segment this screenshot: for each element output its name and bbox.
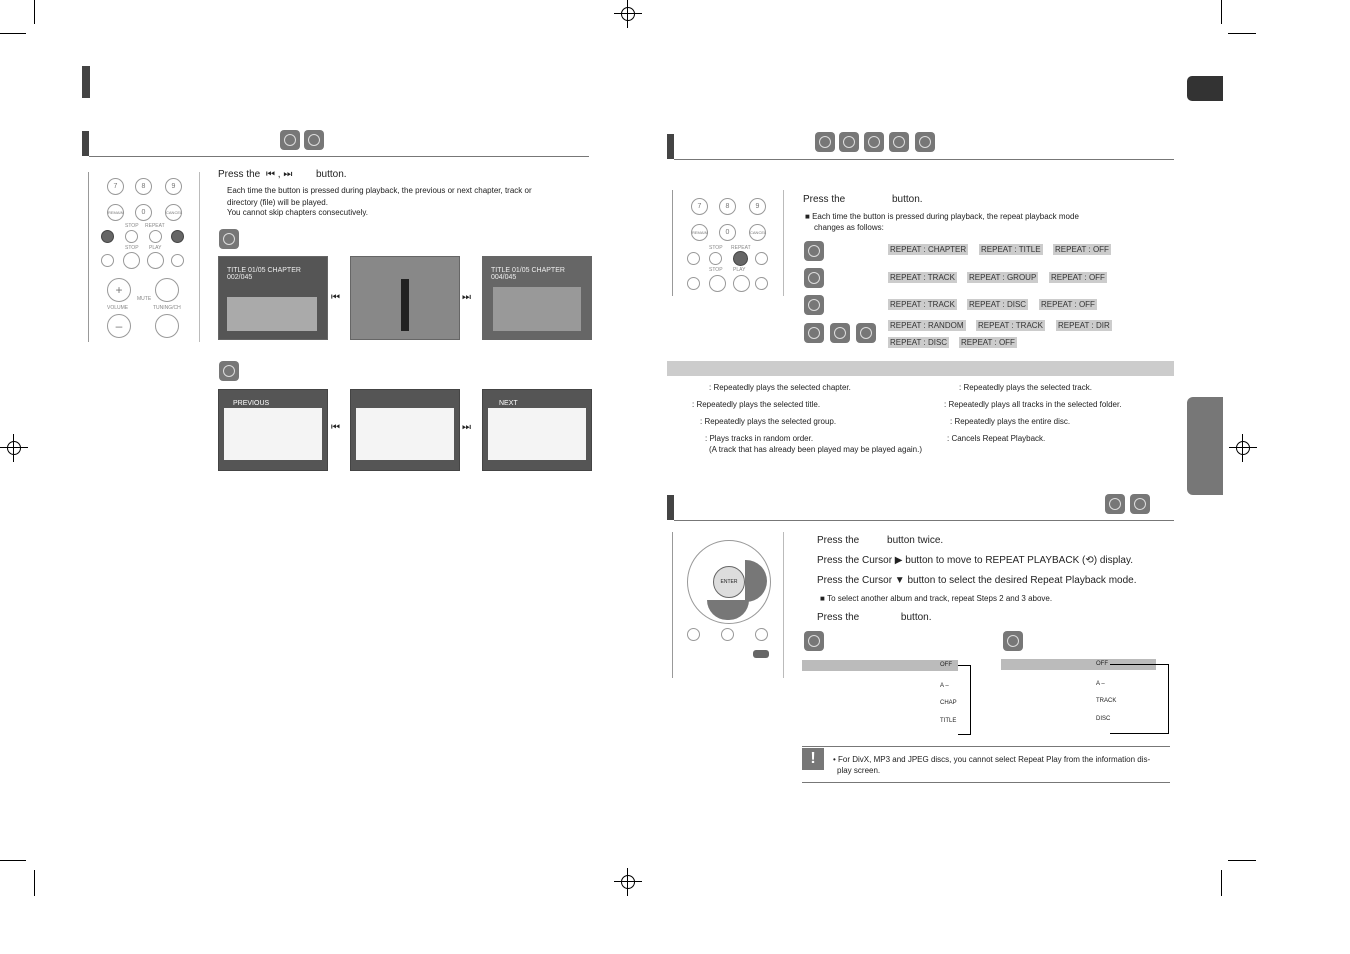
stop-label-2: STOP (125, 245, 139, 251)
repeat-track-tag: REPEAT : TRACK (890, 273, 955, 282)
osd-chap: CHAP (940, 700, 957, 706)
key-cancel: CANCEL (749, 224, 766, 241)
play-label: PLAY (149, 245, 162, 251)
osd-ab: A – (940, 683, 949, 689)
jpeg-icon (830, 323, 850, 343)
page-tab (1187, 76, 1223, 101)
key-7: 7 (107, 178, 124, 195)
substep: ■ To select another album and track, repeat Steps 2 and 3 above. (820, 594, 1053, 603)
volume-label: VOLUME (107, 305, 129, 311)
osd-disc: DISC (1096, 716, 1111, 722)
repeat-disc-tag: REPEAT : DISC (890, 338, 948, 347)
screen-mp3-next (482, 389, 592, 471)
section-rule (89, 156, 589, 157)
next-skip-button (171, 230, 184, 243)
desc-dir: : Repeatedly plays all tracks in the selected folder. (944, 400, 1122, 409)
tuning-down-button (155, 314, 179, 338)
menu-panel (488, 408, 586, 460)
desc-title: : Repeatedly plays the selected title. (692, 400, 821, 409)
loop-line (1110, 664, 1169, 734)
vcd-icon (804, 268, 824, 288)
dvd-icon (804, 631, 824, 651)
key-9: 9 (165, 178, 182, 195)
repeat-track-tag: REPEAT : TRACK (978, 321, 1043, 330)
next-label: NEXT (499, 400, 518, 407)
step-3: Press the Cursor ▼ button to select the desired Repeat Playback mode. (817, 575, 1137, 586)
enter-label: ENTER (720, 579, 738, 585)
key-8: 8 (135, 178, 152, 195)
osd-ab: A – (1096, 681, 1105, 687)
repeat-label: REPEAT (731, 245, 751, 251)
key-8: 8 (719, 198, 736, 215)
crop-mark (0, 33, 26, 34)
repeat-chapter-tag: REPEAT : CHAPTER (890, 245, 967, 254)
repeat-off-tag: REPEAT : OFF (1055, 245, 1109, 254)
osd-track: TRACK (1096, 698, 1117, 704)
repeat-off-tag: REPEAT : OFF (1051, 273, 1105, 282)
screen-scene (227, 297, 317, 331)
play-pause-button (147, 252, 164, 269)
remote-illustration (672, 190, 784, 296)
key-7: 7 (691, 198, 708, 215)
desc-chapter: : Repeatedly plays the selected chapter. (709, 383, 851, 392)
disc-icon (864, 132, 884, 152)
prev-skip-button (687, 252, 700, 265)
prev-label: PREVIOUS (233, 400, 270, 407)
press-skip-before: Press the (218, 169, 261, 180)
section-marker (667, 134, 674, 159)
stop-square-button (123, 252, 140, 269)
caution-rule-top (802, 746, 1170, 747)
press-repeat-before: Press the (803, 194, 846, 205)
repeat-random-tag: REPEAT : RANDOM (890, 321, 964, 330)
description-header-bar (667, 361, 1174, 376)
desc-off: : Cancels Repeat Playback. (947, 434, 1046, 443)
mp3-icon (804, 323, 824, 343)
repeat-note-2: changes as follows: (814, 223, 884, 232)
section-rule (674, 159, 1174, 160)
rewind-button (101, 254, 114, 267)
repeat-off-tag: REPEAT : OFF (1041, 300, 1095, 309)
rewind-button (687, 277, 700, 290)
disc-icon (304, 130, 324, 150)
crop-mark (1228, 33, 1256, 34)
caution-icon: ! (802, 748, 824, 770)
registration-mark (0, 434, 28, 462)
repeat-track-tag: REPEAT : TRACK (890, 300, 955, 309)
prev-skip-button (101, 230, 114, 243)
section-marker (82, 131, 89, 156)
screen-caption: TITLE 01/05 CHAPTER 002/045 (227, 267, 301, 281)
screen-scene (493, 287, 581, 331)
screen-dvd-next (482, 256, 592, 340)
side-tab (1187, 397, 1223, 495)
prev-arrow-icon: ⏮ (331, 292, 340, 303)
section-rule (674, 520, 1174, 521)
prev-arrow-icon: ⏮ (331, 422, 340, 433)
mute-label: MUTE (137, 296, 152, 302)
cd-icon (1130, 494, 1150, 514)
press-repeat-after: button. (892, 194, 923, 205)
screen-mp3-current (350, 389, 460, 471)
chapter-marker (82, 66, 90, 98)
repeat-note-text: Each time the button is pressed during playback, the repeat playback mode (812, 212, 1079, 221)
key-9: 9 (749, 198, 766, 215)
volume-down-button: – (107, 314, 131, 338)
repeat-group-tag: REPEAT : GROUP (969, 273, 1037, 282)
desc-group: : Repeatedly plays the selected group. (700, 417, 837, 426)
cd-icon (804, 295, 824, 315)
stop-square-button (709, 275, 726, 292)
registration-mark (614, 0, 642, 28)
loop-line (958, 665, 971, 735)
skip-note-2: directory (file) will be played. (227, 198, 328, 207)
osd-off: OFF (1096, 661, 1108, 667)
dvd-info-bar (802, 660, 958, 671)
key-0: 0 (719, 224, 736, 241)
stop-label-2: STOP (709, 267, 723, 273)
menu-button (687, 628, 700, 641)
crop-mark (34, 0, 35, 24)
skip-note-1: Each time the button is pressed during playback, the previous or next chapter, track or (227, 186, 532, 195)
substep-text: To select another album and track, repeat Steps 2 and 3 above. (827, 594, 1053, 603)
divx-icon (856, 323, 876, 343)
volume-up-button: + (107, 278, 131, 302)
step-2: Press the Cursor ▶ button to move to REPEAT PLAYBACK (⟲) display. (817, 555, 1134, 566)
disc-icon (280, 130, 300, 150)
menu-panel (224, 408, 322, 460)
repeat-title-tag: REPEAT : TITLE (981, 245, 1041, 254)
remote-navigation-illustration (672, 532, 784, 678)
step-1: Press the button twice. (817, 535, 944, 546)
repeat-button (733, 251, 748, 266)
screen-caption: TITLE 01/05 CHAPTER 004/045 (491, 267, 565, 281)
step-4: Press the button. (817, 612, 932, 623)
disc-icon (839, 132, 859, 152)
caution-line-1: • For DivX, MP3 and JPEG discs, you cannot select Repeat Play from the information dis- (833, 755, 1151, 764)
crop-mark (1221, 0, 1222, 24)
key-remain: REMAIN (691, 224, 708, 241)
key-cancel: CANCEL (165, 204, 182, 221)
registration-mark (1229, 434, 1257, 462)
desc-random: : Plays tracks in random order. (705, 434, 814, 443)
section-marker (667, 495, 674, 520)
crop-mark (1228, 860, 1256, 861)
dvd-icon (1105, 494, 1125, 514)
exit-button (755, 628, 768, 641)
play-label: PLAY (733, 267, 746, 273)
screen-dvd-current (350, 256, 460, 340)
key-remain: REMAIN (107, 204, 124, 221)
next-skip-button (755, 252, 768, 265)
repeat-note-1: ■ Each time the button is pressed during playback, the repeat playback mode (805, 212, 1079, 221)
mp3-icon (219, 361, 239, 381)
tuning-label: TUNING/CH (153, 305, 181, 311)
next-arrow-icon: ⏭ (462, 422, 471, 433)
crop-mark (1221, 870, 1222, 896)
disc-icon (915, 132, 935, 152)
osd-off: OFF (940, 662, 952, 668)
caution-rule-bottom (802, 782, 1170, 783)
enter-button (713, 566, 745, 598)
crop-mark (34, 870, 35, 896)
stop-label: STOP (125, 223, 139, 229)
disc-icon (889, 132, 909, 152)
remote-illustration (88, 172, 200, 342)
press-skip-after: button. (316, 169, 347, 180)
play-pause-button (733, 275, 750, 292)
stop-button (709, 252, 722, 265)
screen-dvd-prev (218, 256, 328, 340)
forward-button (755, 277, 768, 290)
osd-title: TITLE (940, 718, 957, 724)
desc-random-note: (A track that has already been played may be played again.) (709, 445, 923, 454)
screen-scene (401, 279, 409, 331)
stop-button (125, 230, 138, 243)
registration-mark (614, 868, 642, 896)
dvd-icon (804, 241, 824, 261)
forward-button (171, 254, 184, 267)
skip-icons: ⏮ , ⏭ (266, 169, 293, 180)
skip-note-3: You cannot skip chapters consecutively. (227, 208, 368, 217)
key-0: 0 (135, 204, 152, 221)
info-button (753, 650, 769, 658)
repeat-label: REPEAT (145, 223, 165, 229)
caution-line-2: play screen. (837, 766, 881, 775)
stop-label: STOP (709, 245, 723, 251)
desc-disc: : Repeatedly plays the entire disc. (950, 417, 1071, 426)
repeat-disc-tag: REPEAT : DISC (969, 300, 1027, 309)
return-button (721, 628, 734, 641)
repeat-off-tag: REPEAT : OFF (961, 338, 1015, 347)
repeat-button (149, 230, 162, 243)
repeat-dir-tag: REPEAT : DIR (1058, 321, 1110, 330)
menu-panel (356, 408, 454, 460)
dvd-icon (219, 229, 239, 249)
desc-track: : Repeatedly plays the selected track. (959, 383, 1092, 392)
cd-icon (1003, 631, 1023, 651)
crop-mark (0, 860, 26, 861)
next-arrow-icon: ⏭ (462, 292, 471, 303)
disc-icon (815, 132, 835, 152)
screen-mp3-prev (218, 389, 328, 471)
tuning-up-button (155, 278, 179, 302)
